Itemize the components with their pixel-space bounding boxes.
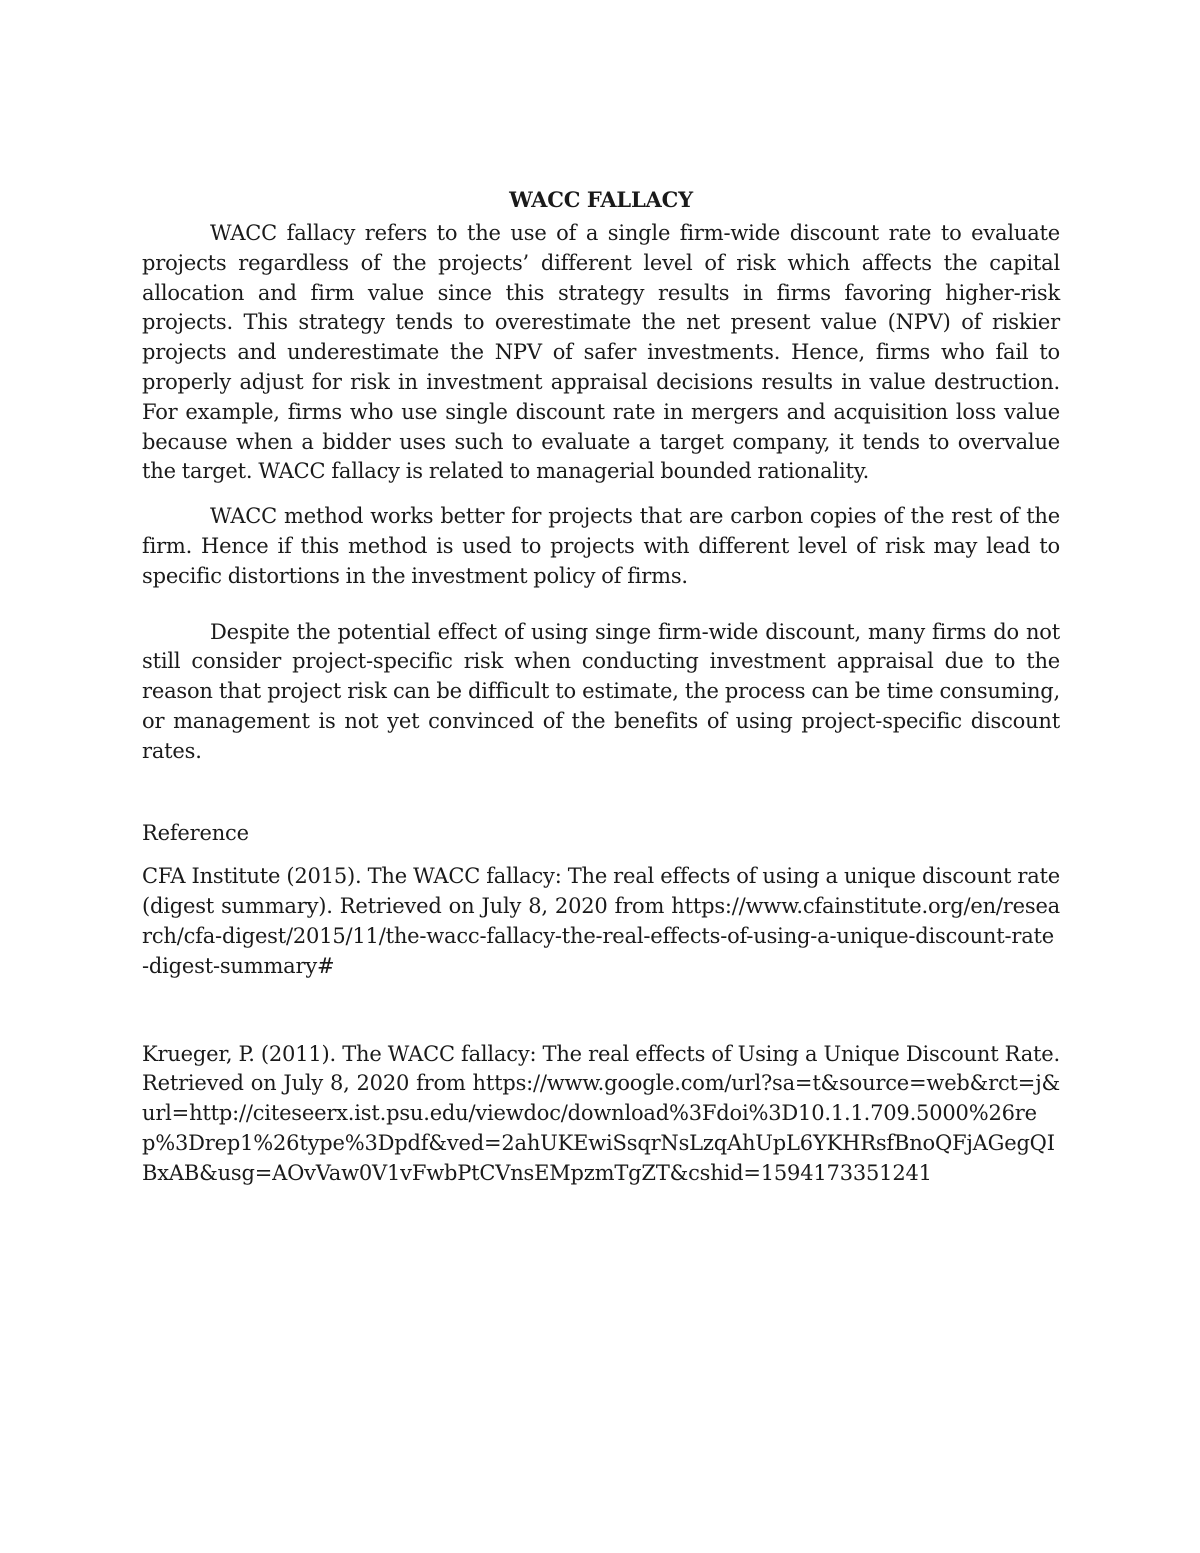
reference-url[interactable]: https://www.google.com/url?sa=t&source=web&rct=j&url=http://citeseerx.ist.psu.edu/viewdoc/download%3Fdoi%3D10.1.1.709.5000%26rep%3Drep1%26type%3Dpdf&ved=2ahUKEwiSsqrNsLzqAhUpL6YKHRsfBnoQFjAGegQIBxAB&usg=AOvVaw0V1vFwbPtCVnsEMpzmTgZT&cshid=1594173351241 bbox=[142, 1071, 1060, 1185]
paragraph-carbon-copies: WACC method works better for projects that are carbon copies of the rest of the firm. Hence if this method is used to projects with different level of risk may lead to specific distortions in the investment policy of firms. bbox=[142, 504, 1060, 588]
reference-text: CFA Institute (2015). The WACC fallacy: The real effects of using a unique discount rate (digest summary). Retrieved on July 8, 2020 from bbox=[142, 864, 1060, 919]
document-body bbox=[142, 185, 1060, 1189]
reference-text: Krueger, P. (2011). The WACC fallacy: The real effects of Using a Unique Discount Rate. Retrieved on July 8, 2020 from bbox=[142, 1041, 1060, 1096]
paragraph-despite: Despite the potential effect of using singe firm-wide discount, many firms do not still consider project-specific risk when conducting investment appraisal due to the reason that project risk can be difficult to estimate, the process can be time consuming, or management is not yet convinced of the benefits of using project-specific discount rates. bbox=[142, 619, 1060, 763]
reference-entry bbox=[142, 862, 1060, 981]
document-title: WACC FALLACY bbox=[509, 187, 693, 212]
reference-url[interactable]: https://www.cfainstitute.org/en/research/cfa-digest/2015/11/the-wacc-fallacy-the-real-effects-of-using-a-unique-discount-rate-digest-summary# bbox=[142, 894, 1060, 978]
reference-heading: Reference bbox=[142, 820, 249, 845]
paragraph-definition: WACC fallacy refers to the use of a single firm-wide discount rate to evaluate projects regardless of the projects’ different level of risk which affects the capital allocation and firm value since this strategy results in firms favoring higher-risk projects. This strategy tends to overestimate the net present value (NPV) of riskier projects and underestimate the NPV of safer investments. Hence, firms who fail to properly adjust for risk in investment appraisal decisions results in value destruction. For example, firms who use single discount rate in mergers and acquisition loss value because when a bidder uses such to evaluate a target company, it tends to overvalue the target. WACC fallacy is related to managerial bounded rationality. bbox=[142, 221, 1060, 484]
reference-entry bbox=[142, 1040, 1060, 1189]
